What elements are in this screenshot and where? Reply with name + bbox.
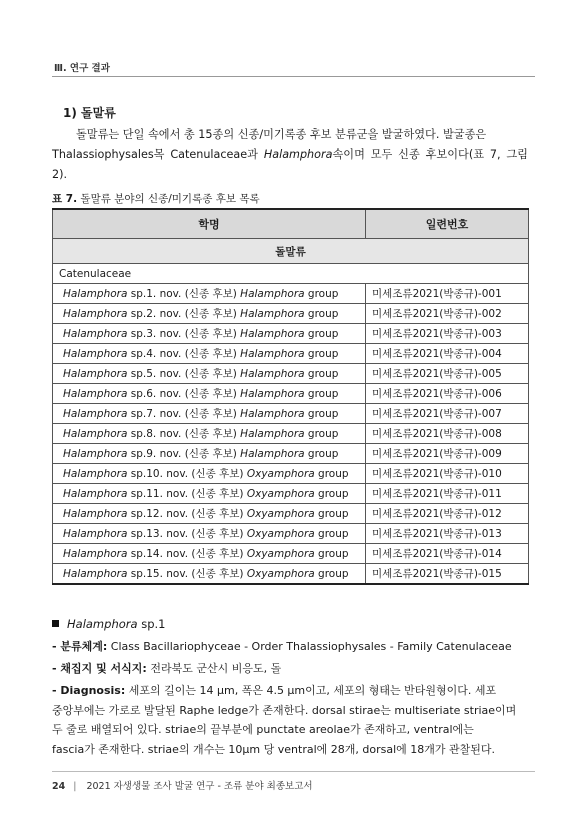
page-footer: 24 | 2021 자생생물 조사 발굴 연구 - 조류 분야 최종보고서	[52, 781, 313, 792]
scientific-name-cell: Halamphora sp.1. nov. (신종 후보) Halamphora group	[53, 284, 366, 304]
serial-number-cell: 미세조류2021(박종규)-015	[366, 564, 529, 585]
diagnosis-line-2: 중앙부에는 가로로 발달된 Raphe ledge가 존재한다. dorsal stirae는 multiseriate striae이며	[52, 703, 517, 717]
intro-paragraph	[52, 125, 528, 185]
table-row	[53, 384, 529, 404]
genus-name: Halamphora	[263, 148, 333, 161]
diagnosis-paragraph	[52, 681, 528, 759]
classification-line: - 분류체계: Class Bacillariophyceae - Order Thalassiophysales - Family Catenulaceae	[52, 640, 512, 653]
column-header-serial-number: 일련번호	[366, 209, 529, 239]
intro-line-1: 돌말류는 단일 속에서 총 15종의 신종/미기록종 후보 분류군을 발굴하였다. 발굴종은	[76, 128, 487, 141]
scientific-name-cell: Halamphora sp.8. nov. (신종 후보) Halamphora group	[53, 424, 366, 444]
scientific-name-cell: Halamphora sp.9. nov. (신종 후보) Halamphora group	[53, 444, 366, 464]
table-row	[53, 564, 529, 585]
serial-number-cell: 미세조류2021(박종규)-008	[366, 424, 529, 444]
serial-number-cell: 미세조류2021(박종규)-010	[366, 464, 529, 484]
table-caption: 표 7. 돌말류 분야의 신종/미기록종 후보 목록	[52, 193, 260, 205]
table-group-row: 돌말류	[53, 239, 529, 264]
diagnosis-line-4: fascia가 존재한다. striae의 개수는 10μm 당 ventral에 28개, dorsal에 18개가 관찰된다.	[52, 742, 496, 756]
square-bullet-icon	[52, 620, 59, 627]
species-table	[52, 208, 529, 585]
table-row	[53, 524, 529, 544]
table-family-row: Catenulaceae	[53, 264, 529, 284]
table-row	[53, 364, 529, 384]
header-divider	[52, 76, 535, 77]
intro-line-2: Thalassiophysales목 Catenulaceae과 Halamphora속이며 모두 신종 후보이다(표 7, 그림 2).	[52, 148, 528, 181]
table-row	[53, 284, 529, 304]
table-row	[53, 544, 529, 564]
serial-number-cell: 미세조류2021(박종규)-013	[366, 524, 529, 544]
table-row	[53, 324, 529, 344]
scientific-name-cell: Halamphora sp.11. nov. (신종 후보) Oxyamphora group	[53, 484, 366, 504]
table-row	[53, 464, 529, 484]
scientific-name-cell: Halamphora sp.6. nov. (신종 후보) Halamphora group	[53, 384, 366, 404]
section-title: 1) 돌말류	[63, 106, 116, 120]
scientific-name-cell: Halamphora sp.14. nov. (신종 후보) Oxyamphora group	[53, 544, 366, 564]
scientific-name-cell: Halamphora sp.12. nov. (신종 후보) Oxyamphora group	[53, 504, 366, 524]
scientific-name-cell: Halamphora sp.15. nov. (신종 후보) Oxyamphora group	[53, 564, 366, 585]
serial-number-cell: 미세조류2021(박종규)-004	[366, 344, 529, 364]
scientific-name-cell: Halamphora sp.3. nov. (신종 후보) Halamphora group	[53, 324, 366, 344]
serial-number-cell: 미세조류2021(박종규)-005	[366, 364, 529, 384]
footer-divider	[52, 771, 535, 772]
table-row	[53, 484, 529, 504]
serial-number-cell: 미세조류2021(박종규)-003	[366, 324, 529, 344]
table-row	[53, 404, 529, 424]
serial-number-cell: 미세조류2021(박종규)-007	[366, 404, 529, 424]
serial-number-cell: 미세조류2021(박종규)-014	[366, 544, 529, 564]
serial-number-cell: 미세조류2021(박종규)-006	[366, 384, 529, 404]
table-row	[53, 304, 529, 324]
serial-number-cell: 미세조류2021(박종규)-011	[366, 484, 529, 504]
serial-number-cell: 미세조류2021(박종규)-001	[366, 284, 529, 304]
scientific-name-cell: Halamphora sp.5. nov. (신종 후보) Halamphora group	[53, 364, 366, 384]
table-row	[53, 424, 529, 444]
scientific-name-cell: Halamphora sp.7. nov. (신종 후보) Halamphora group	[53, 404, 366, 424]
scientific-name-cell: Halamphora sp.10. nov. (신종 후보) Oxyamphora group	[53, 464, 366, 484]
table-row	[53, 444, 529, 464]
column-header-scientific-name: 학명	[53, 209, 366, 239]
table-row	[53, 504, 529, 524]
scientific-name-cell: Halamphora sp.2. nov. (신종 후보) Halamphora group	[53, 304, 366, 324]
diagnosis-line-3: 두 줄로 배열되어 있다. striae의 끝부분에 punctate areolae가 존재하고, ventral에는	[52, 723, 474, 736]
serial-number-cell: 미세조류2021(박종규)-012	[366, 504, 529, 524]
scientific-name-cell: Halamphora sp.13. nov. (신종 후보) Oxyamphora group	[53, 524, 366, 544]
serial-number-cell: 미세조류2021(박종규)-002	[366, 304, 529, 324]
serial-number-cell: 미세조류2021(박종규)-009	[366, 444, 529, 464]
page-number: 24	[52, 781, 66, 792]
diagnosis-line-1: - Diagnosis: 세포의 길이는 14 μm, 폭은 4.5 μm이고, 세포의 형태는 반타원형이다. 세포	[52, 684, 497, 697]
scientific-name-cell: Halamphora sp.4. nov. (신종 후보) Halamphora group	[53, 344, 366, 364]
report-title: 2021 자생생물 조사 발굴 연구 - 조류 분야 최종보고서	[86, 781, 313, 792]
table-row	[53, 344, 529, 364]
locality-line: - 채집지 및 서식지: 전라북도 군산시 비응도, 돌	[52, 662, 282, 675]
running-header: Ⅲ. 연구 결과	[54, 63, 110, 74]
species-heading: Halamphora sp.1	[52, 617, 165, 631]
